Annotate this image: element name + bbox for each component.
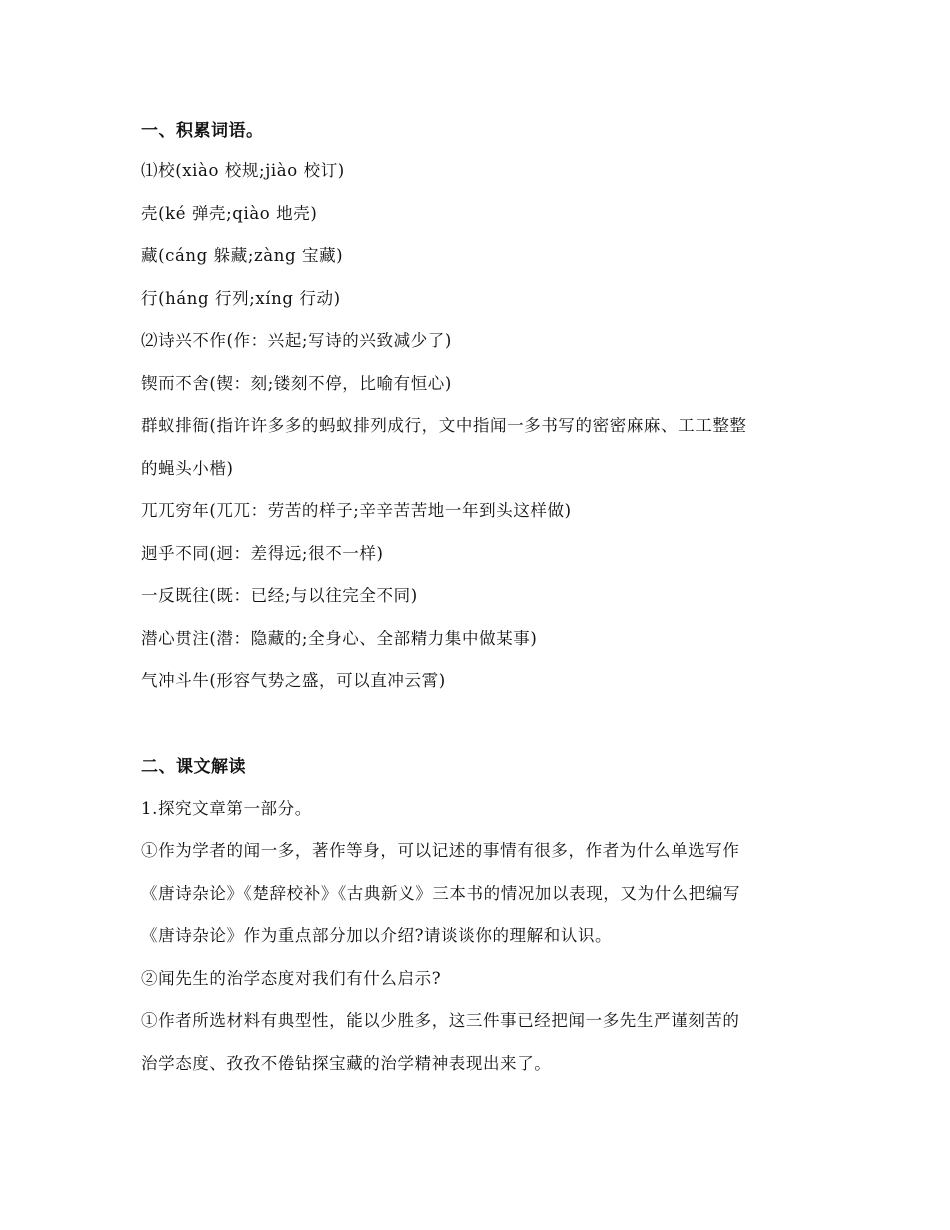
vocab-line: ⑵诗兴不作(作：兴起;写诗的兴致减少了): [141, 331, 452, 350]
reading-line: ②闻先生的治学态度对我们有什么启示?: [141, 969, 442, 988]
vocab-line: 群蚁排衙(指许许多多的蚂蚁排列成行，文中指闻一多书写的密密麻麻、工工整整: [141, 416, 747, 435]
vocab-line: ⑴校(xiào 校规;jiào 校订): [141, 161, 345, 180]
vocab-line: 一反既往(既：已经;与以往完全不同): [141, 586, 418, 605]
vocab-line: 气冲斗牛(形容气势之盛，可以直冲云霄): [141, 671, 446, 690]
section-1-heading: 一、积累词语。: [141, 121, 264, 141]
vocab-line: 锲而不舍(锲：刻;镂刻不停，比喻有恒心): [141, 374, 452, 393]
vocab-line: 行(háng 行列;xíng 行动): [141, 289, 341, 308]
reading-line: ①作为学者的闻一多，著作等身，可以记述的事情有很多，作者为什么单选写作: [141, 841, 740, 860]
section-2-heading: 二、课文解读: [141, 757, 246, 777]
reading-line: 《唐诗杂论》《楚辞校补》《古典新义》三本书的情况加以表现，又为什么把编写: [141, 884, 741, 903]
vocab-line: 壳(ké 弹壳;qiào 地壳): [141, 204, 318, 223]
vocab-line: 的蝇头小楷): [141, 459, 234, 478]
vocab-line: 藏(cáng 躲藏;zàng 宝藏): [141, 246, 344, 265]
reading-line: 治学态度、孜孜不倦钻探宝藏的治学精神表现出来了。: [141, 1054, 552, 1073]
vocab-line: 迥乎不同(迥：差得远;很不一样): [141, 544, 384, 563]
reading-line: ①作者所选材料有典型性，能以少胜多，这三件事已经把闻一多先生严谨刻苦的: [141, 1011, 740, 1030]
vocab-line: 兀兀穷年(兀兀：劳苦的样子;辛辛苦苦地一年到头这样做): [141, 501, 572, 520]
reading-line: 《唐诗杂论》作为重点部分加以介绍?请谈谈你的理解和认识。: [141, 926, 613, 945]
reading-line: 1.探究文章第一部分。: [141, 799, 312, 818]
vocab-line: 潜心贯注(潜：隐藏的;全身心、全部精力集中做某事): [141, 629, 538, 648]
